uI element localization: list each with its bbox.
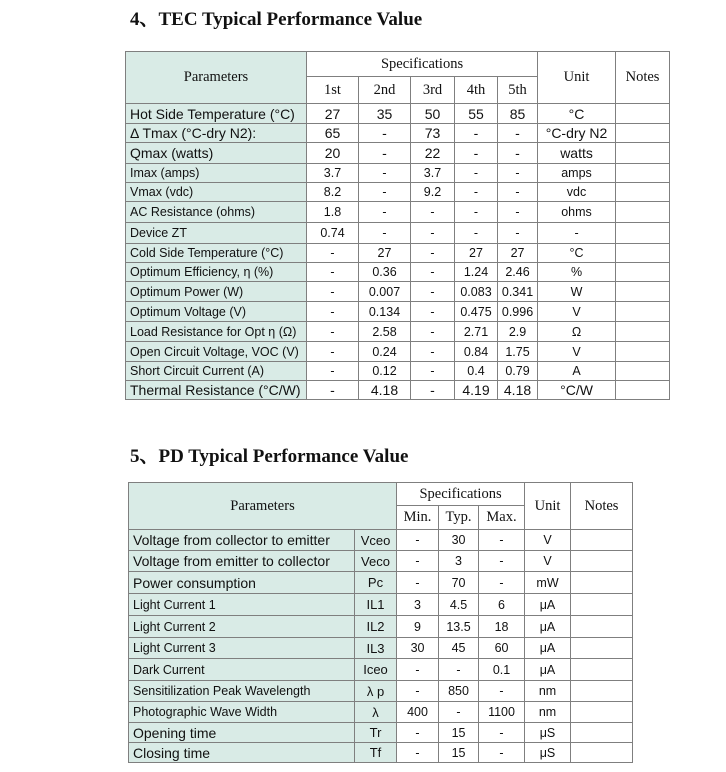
pd-value-cell: 400 [397,702,439,723]
table-row [126,263,670,282]
pd-value-cell: 0.1 [479,659,525,681]
tec-unit-cell: vdc [538,183,616,202]
table-row [126,302,670,322]
pd-value-cell: 15 [439,723,479,743]
pd-unit-cell: μA [525,616,571,638]
tec-notes-cell [616,143,670,164]
tec-notes-cell [616,322,670,342]
tec-value-cell: 65 [307,124,359,143]
pd-notes-cell [571,743,633,763]
tec-value-cell: 27 [307,104,359,124]
pd-value-cell: - [397,659,439,681]
tec-value-cell: 0.475 [455,302,498,322]
pd-notes-cell [571,572,633,594]
tec-value-cell: 0.36 [359,263,411,282]
pd-value-cell: - [479,530,525,551]
tec-value-cell: - [455,124,498,143]
tec-value-cell: - [359,202,411,223]
tec-value-cell: - [307,263,359,282]
tec-parameter-cell: Cold Side Temperature (°C) [126,244,307,263]
pd-unit-cell: μS [525,743,571,763]
pd-parameter-cell: Sensitilization Peak Wavelength [129,681,355,702]
tec-value-cell: - [455,202,498,223]
pd-performance-table [128,482,633,763]
tec-col-header: 3rd [411,77,455,104]
tec-col-header: 1st [307,77,359,104]
tec-col-header: 4th [455,77,498,104]
tec-value-cell: - [307,302,359,322]
tec-notes-cell [616,104,670,124]
pd-value-cell: 3 [397,594,439,616]
pd-unit-cell: mW [525,572,571,594]
tec-parameter-cell: Load Resistance for Opt η (Ω) [126,322,307,342]
pd-value-cell: - [479,743,525,763]
tec-unit-cell: watts [538,143,616,164]
tec-value-cell: - [411,302,455,322]
tec-value-cell: - [411,362,455,381]
tec-unit-cell: °C/W [538,381,616,400]
tec-notes-cell [616,302,670,322]
tec-value-cell: - [411,263,455,282]
pd-value-cell: 15 [439,743,479,763]
tec-unit-cell: amps [538,164,616,183]
tec-parameter-cell: Short Circuit Current (A) [126,362,307,381]
pd-value-cell: 30 [439,530,479,551]
tec-unit-cell: °C [538,244,616,263]
tec-value-cell: - [359,183,411,202]
tec-notes-cell [616,362,670,381]
tec-notes-cell [616,244,670,263]
tec-unit-cell: ohms [538,202,616,223]
tec-value-cell: - [359,164,411,183]
tec-value-cell: 3.7 [411,164,455,183]
tec-value-cell: - [455,223,498,244]
pd-unit-cell: μA [525,594,571,616]
pd-value-cell: - [439,659,479,681]
pd-specifications-header: Specifications [397,483,525,506]
tec-value-cell: 0.4 [455,362,498,381]
pd-value-cell: 13.5 [439,616,479,638]
tec-parameter-cell: Qmax (watts) [126,143,307,164]
tec-unit-cell: - [538,223,616,244]
tec-value-cell: - [307,282,359,302]
pd-value-cell: 30 [397,638,439,659]
tec-value-cell: - [307,244,359,263]
pd-value-cell: - [397,743,439,763]
tec-value-cell: 2.58 [359,322,411,342]
table-row [129,659,633,681]
pd-value-cell: - [397,681,439,702]
tec-unit-cell: Ω [538,322,616,342]
pd-parameter-cell: Photographic Wave Width [129,702,355,723]
table-row [126,143,670,164]
tec-value-cell: 55 [455,104,498,124]
tec-value-cell: - [411,282,455,302]
tec-parameter-cell: Device ZT [126,223,307,244]
pd-notes-cell [571,681,633,702]
pd-value-cell: - [397,530,439,551]
tec-parameter-cell: Imax (amps) [126,164,307,183]
table-row [126,244,670,263]
tec-section-title: 4、TEC Typical Performance Value [130,9,423,30]
table-row [126,104,670,124]
tec-value-cell: 1.8 [307,202,359,223]
pd-value-cell: - [397,723,439,743]
tec-value-cell: 2.46 [498,263,538,282]
tec-value-cell: 0.007 [359,282,411,302]
table-row [129,551,633,572]
tec-notes-cell [616,263,670,282]
tec-parameter-cell: AC Resistance (ohms) [126,202,307,223]
pd-symbol-cell: λ p [355,681,397,702]
tec-value-cell: 50 [411,104,455,124]
tec-value-cell: 0.996 [498,302,538,322]
pd-unit-cell: μS [525,723,571,743]
pd-value-cell: 70 [439,572,479,594]
pd-symbol-cell: Vceo [355,530,397,551]
tec-value-cell: 27 [498,244,538,263]
pd-parameter-cell: Closing time [129,743,355,763]
table-row [129,702,633,723]
table-row [126,223,670,244]
tec-specifications-header: Specifications [307,52,538,77]
tec-value-cell: 2.9 [498,322,538,342]
tec-value-cell: 1.24 [455,263,498,282]
pd-value-cell: 4.5 [439,594,479,616]
tec-value-cell: - [498,164,538,183]
tec-value-cell: - [411,223,455,244]
tec-value-cell: 2.71 [455,322,498,342]
pd-value-cell: - [479,551,525,572]
pd-notes-cell [571,616,633,638]
pd-symbol-cell: Tf [355,743,397,763]
tec-value-cell: 1.75 [498,342,538,362]
tec-parameter-cell: Vmax (vdc) [126,183,307,202]
tec-value-cell: - [455,183,498,202]
table-row [126,322,670,342]
table-row [129,723,633,743]
table-row [129,743,633,763]
tec-unit-header: Unit [538,52,616,104]
tec-value-cell: 0.134 [359,302,411,322]
tec-value-cell: 8.2 [307,183,359,202]
pd-value-cell: 9 [397,616,439,638]
tec-notes-cell [616,223,670,244]
tec-value-cell: - [411,381,455,400]
tec-value-cell: 73 [411,124,455,143]
tec-value-cell: 27 [455,244,498,263]
tec-col-header: 2nd [359,77,411,104]
pd-parameter-cell: Voltage from collector to emitter [129,530,355,551]
tec-value-cell: - [307,362,359,381]
table-row [126,124,670,143]
pd-value-cell: 3 [439,551,479,572]
pd-value-cell: - [479,723,525,743]
pd-symbol-cell: Tr [355,723,397,743]
tec-value-cell: 0.12 [359,362,411,381]
table-row [129,681,633,702]
tec-performance-table [125,51,670,400]
table-row [126,164,670,183]
table-row [126,381,670,400]
pd-value-cell: 18 [479,616,525,638]
tec-value-cell: - [498,124,538,143]
pd-parameters-header: Parameters [129,483,397,530]
pd-notes-cell [571,702,633,723]
table-row [126,183,670,202]
pd-notes-cell [571,659,633,681]
pd-parameter-cell: Dark Current [129,659,355,681]
tec-value-cell: 0.083 [455,282,498,302]
pd-symbol-cell: IL2 [355,616,397,638]
pd-notes-cell [571,530,633,551]
tec-notes-cell [616,164,670,183]
tec-value-cell: 85 [498,104,538,124]
tec-value-cell: - [411,202,455,223]
tec-value-cell: 4.18 [359,381,411,400]
pd-unit-cell: μA [525,638,571,659]
pd-value-cell: 6 [479,594,525,616]
tec-notes-cell [616,124,670,143]
pd-notes-cell [571,723,633,743]
tec-value-cell: - [307,342,359,362]
table-row [126,202,670,223]
tec-value-cell: - [411,322,455,342]
tec-value-cell: - [411,342,455,362]
pd-parameter-cell: Light Current 1 [129,594,355,616]
tec-value-cell: - [307,381,359,400]
pd-value-cell: 1100 [479,702,525,723]
pd-value-cell: - [479,681,525,702]
tec-parameter-cell: Optimum Voltage (V) [126,302,307,322]
tec-unit-cell: V [538,342,616,362]
tec-notes-cell [616,381,670,400]
table-row [129,616,633,638]
pd-value-cell: - [397,572,439,594]
tec-value-cell: 4.19 [455,381,498,400]
table-row [129,572,633,594]
tec-unit-cell: A [538,362,616,381]
tec-value-cell: - [359,143,411,164]
tec-value-cell: 0.79 [498,362,538,381]
pd-value-cell: 850 [439,681,479,702]
pd-unit-header: Unit [525,483,571,530]
pd-col-header: Typ. [439,506,479,530]
tec-value-cell: 4.18 [498,381,538,400]
tec-value-cell: 35 [359,104,411,124]
pd-notes-header: Notes [571,483,633,530]
pd-parameter-cell: Power consumption [129,572,355,594]
pd-symbol-cell: Pc [355,572,397,594]
tec-value-cell: 20 [307,143,359,164]
table-row [129,530,633,551]
pd-parameter-cell: Voltage from emitter to collector [129,551,355,572]
tec-notes-cell [616,342,670,362]
tec-value-cell: - [455,164,498,183]
tec-value-cell: 27 [359,244,411,263]
pd-parameter-cell: Opening time [129,723,355,743]
tec-col-header: 5th [498,77,538,104]
pd-unit-cell: V [525,530,571,551]
tec-notes-cell [616,202,670,223]
tec-parameter-cell: Open Circuit Voltage, VOC (V) [126,342,307,362]
pd-value-cell: 45 [439,638,479,659]
tec-unit-cell: °C-dry N2 [538,124,616,143]
pd-symbol-cell: Veco [355,551,397,572]
pd-value-cell: - [397,551,439,572]
pd-value-cell: - [439,702,479,723]
tec-value-cell: - [455,143,498,164]
pd-section-title: 5、PD Typical Performance Value [130,446,409,467]
table-row [129,638,633,659]
tec-value-cell: 22 [411,143,455,164]
tec-parameter-cell: Thermal Resistance (°C/W) [126,381,307,400]
table-row [126,342,670,362]
table-row [129,594,633,616]
tec-unit-cell: % [538,263,616,282]
tec-notes-header: Notes [616,52,670,104]
tec-value-cell: - [498,202,538,223]
tec-value-cell: - [498,223,538,244]
tec-parameter-cell: Hot Side Temperature (°C) [126,104,307,124]
tec-value-cell: 9.2 [411,183,455,202]
tec-value-cell: - [359,223,411,244]
tec-notes-cell [616,282,670,302]
pd-value-cell: - [479,572,525,594]
pd-parameter-cell: Light Current 2 [129,616,355,638]
table-row [126,282,670,302]
pd-symbol-cell: IL3 [355,638,397,659]
tec-parameters-header: Parameters [126,52,307,104]
tec-value-cell: - [411,244,455,263]
pd-symbol-cell: Iceo [355,659,397,681]
pd-notes-cell [571,551,633,572]
tec-notes-cell [616,183,670,202]
tec-unit-cell: °C [538,104,616,124]
tec-value-cell: 0.341 [498,282,538,302]
pd-unit-cell: nm [525,702,571,723]
pd-unit-cell: V [525,551,571,572]
tec-value-cell: 0.84 [455,342,498,362]
tec-value-cell: - [498,143,538,164]
pd-notes-cell [571,594,633,616]
tec-unit-cell: V [538,302,616,322]
tec-parameter-cell: Optimum Power (W) [126,282,307,302]
tec-value-cell: - [498,183,538,202]
pd-unit-cell: μA [525,659,571,681]
tec-value-cell: - [359,124,411,143]
pd-symbol-cell: IL1 [355,594,397,616]
tec-parameter-cell: Δ Tmax (°C-dry N2): [126,124,307,143]
tec-value-cell: 0.74 [307,223,359,244]
pd-unit-cell: nm [525,681,571,702]
pd-value-cell: 60 [479,638,525,659]
pd-symbol-cell: λ [355,702,397,723]
tec-parameter-cell: Optimum Efficiency, η (%) [126,263,307,282]
tec-unit-cell: W [538,282,616,302]
pd-parameter-cell: Light Current 3 [129,638,355,659]
pd-col-header: Min. [397,506,439,530]
tec-value-cell: 3.7 [307,164,359,183]
pd-col-header: Max. [479,506,525,530]
tec-value-cell: - [307,322,359,342]
tec-value-cell: 0.24 [359,342,411,362]
table-row [126,362,670,381]
pd-notes-cell [571,638,633,659]
